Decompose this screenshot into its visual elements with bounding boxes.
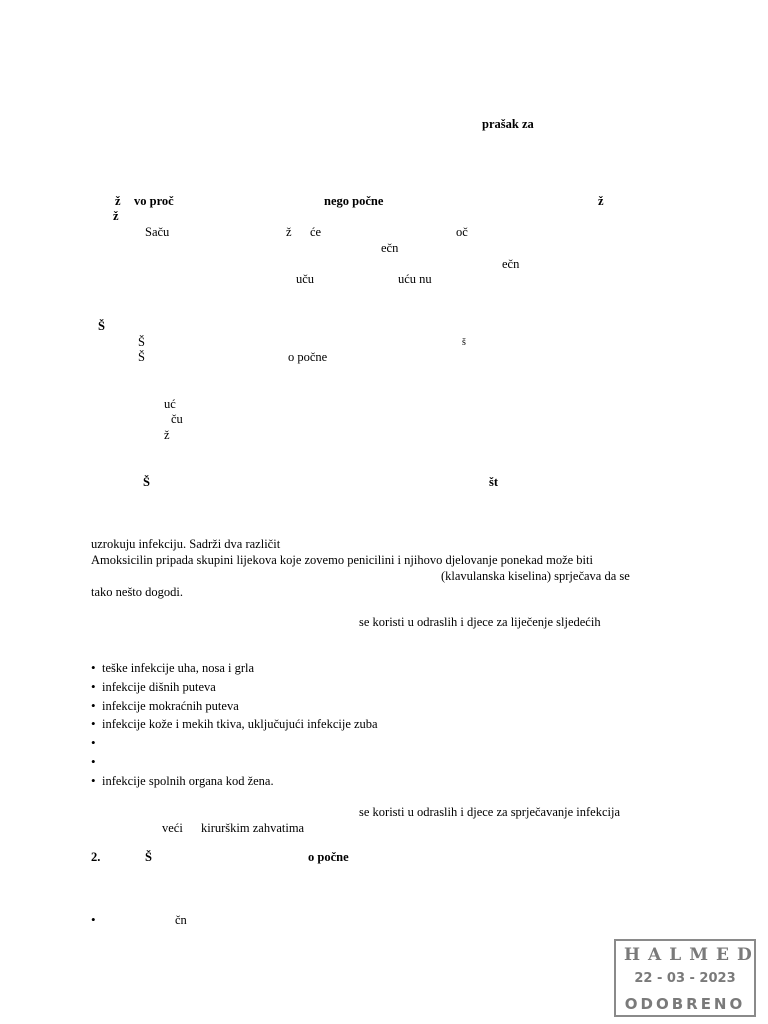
text-fragment: uču — [296, 272, 315, 286]
stamp-agency: HALMED — [624, 945, 760, 965]
section-number: 2. — [91, 850, 101, 864]
body-line: uzrokuju infekciju. Sadrži dva različit — [91, 537, 281, 551]
list-item: čn — [175, 913, 187, 927]
list-item: infekcije spolnih organa kod žena. — [102, 774, 274, 788]
list-item: infekcije dišnih puteva — [102, 680, 216, 694]
text-fragment: š — [462, 337, 466, 348]
list-item: teške infekcije uha, nosa i grla — [102, 661, 255, 675]
text-fragment: ečn — [502, 257, 520, 271]
text-fragment: oč — [456, 225, 468, 239]
body-line: (klavulanska kiselina) sprječava da se — [441, 569, 630, 583]
text-fragment: Š — [138, 335, 145, 349]
body-line: tako nešto dogodi. — [91, 585, 184, 599]
text-fragment: Š — [98, 319, 105, 333]
bullet-marker: • — [91, 773, 96, 788]
stamp-date: 22 - 03 - 2023 — [634, 971, 736, 986]
text-fragment: će — [310, 225, 322, 239]
list-item: infekcije kože i mekih tkiva, uključujući infekcije zuba — [102, 717, 378, 731]
bullet-marker: • — [91, 698, 96, 713]
stamp-status: ODOBRENO — [624, 995, 746, 1013]
bullet-marker: • — [91, 754, 96, 769]
approval-stamp — [614, 939, 760, 1017]
text-fragment: Š — [143, 475, 150, 489]
text-fragment: ečn — [381, 241, 399, 255]
bullet-marker: • — [91, 679, 96, 694]
text-fragment: ž — [164, 428, 170, 442]
bullet-marker: • — [91, 660, 96, 675]
body-line: se koristi u odraslih i djece za liječenje sljedećih — [359, 615, 601, 629]
text-fragment: ž — [113, 209, 119, 223]
bullet-marker: • — [91, 716, 96, 731]
text-fragment: Saču — [145, 225, 170, 239]
text-fragment: ču — [171, 412, 183, 426]
body-line: se koristi u odraslih i djece za sprječavanje infekcija — [359, 805, 621, 819]
section-heading-fragment: o počne — [308, 850, 349, 864]
list-item: infekcije mokraćnih puteva — [102, 699, 239, 713]
text-fragment: prašak za — [482, 117, 534, 131]
text-fragment: vo proč — [134, 194, 174, 208]
text-fragment: ž — [286, 225, 292, 239]
section-heading-fragment: Š — [145, 850, 152, 864]
body-line: kirurškim zahvatima — [201, 821, 305, 835]
body-line: Amoksicilin pripada skupini lijekova koje zovemo penicilini i njihovo djelovanje ponekad može biti — [91, 553, 593, 567]
text-fragment: uću nu — [398, 272, 432, 286]
bullet-marker: • — [91, 735, 96, 750]
text-fragment: ž — [598, 194, 604, 208]
text-fragment: nego počne — [324, 194, 384, 208]
body-line: veći — [162, 821, 183, 835]
text-fragment: št — [489, 475, 499, 489]
bullet-marker: • — [91, 912, 96, 927]
text-fragment: o počne — [288, 350, 328, 364]
text-fragment: ž — [115, 194, 121, 208]
text-fragment: Š — [138, 350, 145, 364]
text-fragment: uć — [164, 397, 176, 411]
